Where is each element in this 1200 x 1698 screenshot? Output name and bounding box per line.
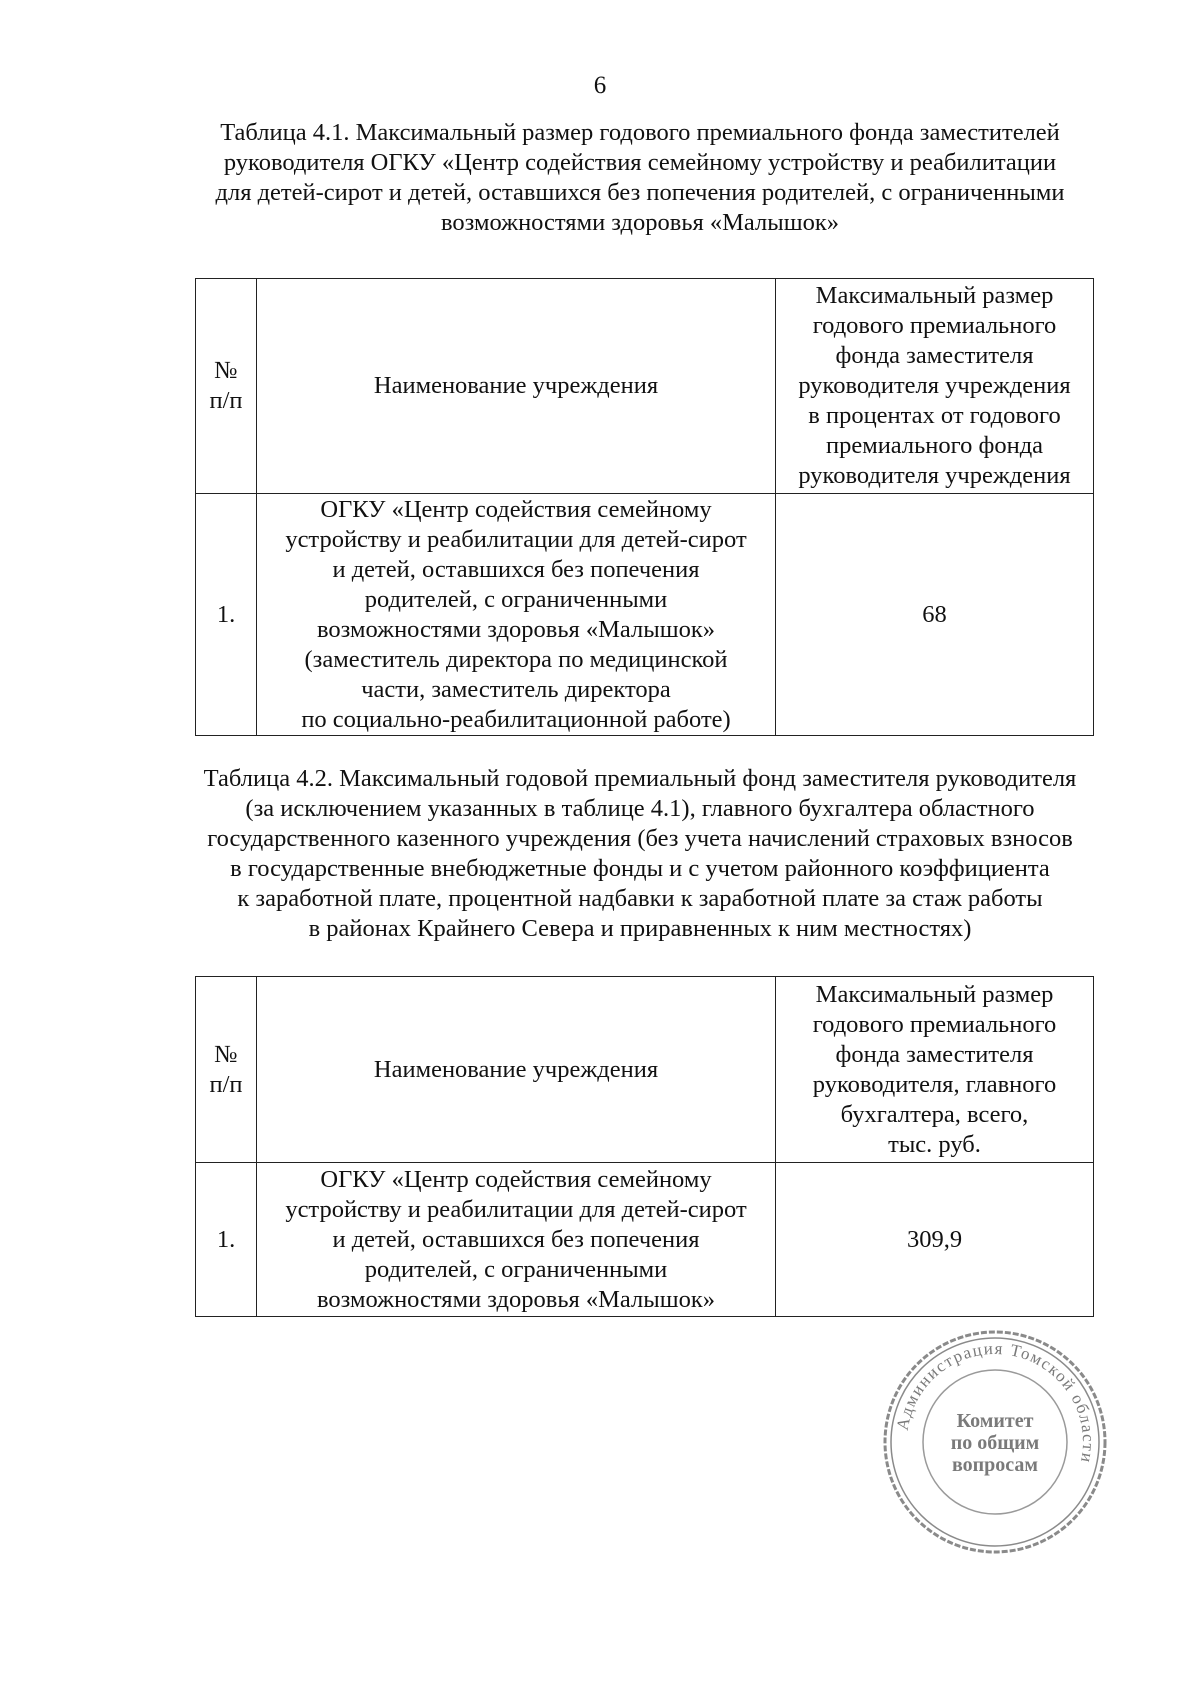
seal-stamp <box>880 1327 1110 1557</box>
seal-center-line: Комитет <box>956 1410 1034 1432</box>
header-value: Максимальный размер годового премиального фонда заместителя руководителя учреждения в процентах от годового премиального фонда руководителя учреждения <box>776 279 1094 494</box>
table-4-1-caption <box>160 118 1120 238</box>
row-name: ОГКУ «Центр содействия семейному устройству и реабилитации для детей-сирот и детей, оставшихся без попечения родителей, с ограниченными возможностями здоровья «Малышок» (заместитель директора по медицинской части, заместитель директора по социально-реабилитационной работе) <box>257 494 776 736</box>
header-num: № п/п <box>196 279 257 494</box>
caption-line: в районах Крайнего Севера и приравненных к ним местностях) <box>308 915 972 942</box>
header-name: Наименование учреждения <box>257 279 776 494</box>
table-4-2 <box>195 976 1094 1317</box>
caption-line: Таблица 4.2. Максимальный годовой премиальный фонд заместителя руководителя <box>203 765 1077 792</box>
table-row <box>196 494 1094 736</box>
caption-line: к заработной плате, процентной надбавки к заработной плате за стаж работы <box>237 885 1043 912</box>
header-value: Максимальный размер годового премиального фонда заместителя руководителя, главного бухгалтера, всего, тыс. руб. <box>776 977 1094 1163</box>
caption-line: Таблица 4.1. Максимальный размер годового премиального фонда заместителей <box>220 119 1060 146</box>
header-name: Наименование учреждения <box>257 977 776 1163</box>
table-header-row <box>196 977 1094 1163</box>
page-number: 6 <box>593 72 607 99</box>
row-value: 309,9 <box>776 1163 1094 1317</box>
row-name: ОГКУ «Центр содействия семейному устройству и реабилитации для детей-сирот и детей, оставшихся без попечения родителей, с ограниченными возможностями здоровья «Малышок» <box>257 1163 776 1317</box>
row-num: 1. <box>196 1163 257 1317</box>
table-4-1 <box>195 278 1094 736</box>
caption-line: возможностями здоровья «Малышок» <box>441 209 839 236</box>
caption-line: руководителя ОГКУ «Центр содействия семейному устройству и реабилитации <box>223 149 1057 176</box>
caption-line: (за исключением указанных в таблице 4.1), главного бухгалтера областного <box>245 795 1035 822</box>
table-row <box>196 1163 1094 1317</box>
table-4-2-caption <box>160 764 1120 944</box>
header-num: № п/п <box>196 977 257 1163</box>
seal-center-line: вопросам <box>951 1454 1039 1476</box>
caption-line: для детей-сирот и детей, оставшихся без попечения родителей, с ограниченными <box>215 179 1065 206</box>
seal-center-line: по общим <box>950 1432 1040 1454</box>
table-header-row <box>196 279 1094 494</box>
seal-ring-text: Администрация Томской области <box>892 1338 1099 1466</box>
caption-line: в государственные внебюджетные фонды и с учетом районного коэффициента <box>230 855 1050 882</box>
row-num: 1. <box>196 494 257 736</box>
row-value: 68 <box>776 494 1094 736</box>
caption-line: государственного казенного учреждения (без учета начислений страховых взносов <box>207 825 1073 852</box>
